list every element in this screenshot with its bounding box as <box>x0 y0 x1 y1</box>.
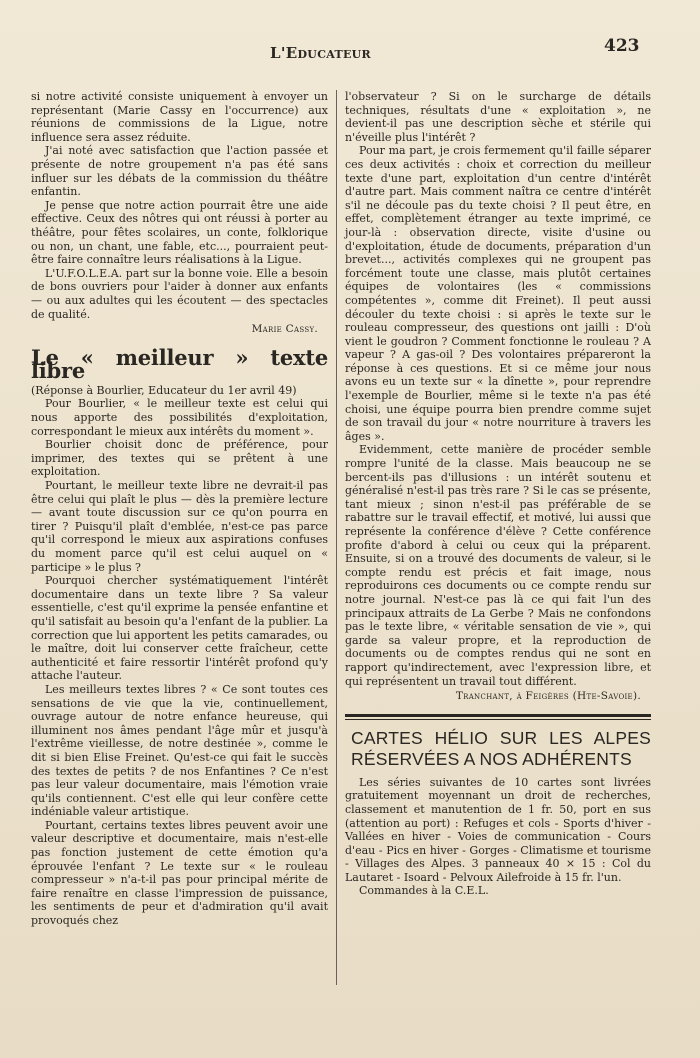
article-paragraph: l'observateur ? Si on le surcharge de détails techniques, résultats d'une « exploitation », ne devient-il pas une description sèche et stérile qui n'éveille plus l'intérêt ? <box>345 90 651 144</box>
intro-paragraph: L'U.F.O.L.E.A. part sur la bonne voie. Elle a besoin de bons ouvriers pour l'aider à donner aux enfants — ou aux adultes qui les écoutent — des spectacles de qualité. <box>31 266 328 321</box>
article-paragraph: Pour Bourlier, « le meilleur texte est celui qui nous apporte des possibilités d'exploitation, correspondant le mieux aux intérêts du moment ». <box>31 397 328 438</box>
article-paragraph: Les meilleurs textes libres ? « Ce sont toutes ces sensations de vie que la vie, continuellement, ouvrage autour de notre enfance heureuse, qui illuminent nos âmes pendant l'âge mûr et jusqu'à l'extrême vieillesse, de notre destinée », comme le dit si bien Elise Freinet. Qu'est-ce qui fait le succès des textes de petits ? de nos Enfantines ? Ce n'est pas leur valeur documentaire, mais l'émotion vraie qu'ils contiennent. C'est elle qui leur confère cette indéniable valeur artistique. <box>31 682 328 819</box>
column-divider <box>336 90 337 985</box>
cards-title: CARTES HÉLIO SUR LES ALPES RÉSERVÉES A NOS ADHÉRENTS <box>351 727 651 769</box>
article-paragraph: Pourtant, le meilleur texte libre ne devrait-il pas être celui qui plaît le plus — dès la première lecture — avant toute discussion sur ce qu'on pourra en tirer ? Puisqu'il plaît d'emblée, n'est-ce pas parce qu'il correspond le mieux aux aspirations confuses du moment parce qu'il est celui auquel on « participe » le plus ? <box>31 479 328 574</box>
section-rule <box>345 714 651 720</box>
article-title: Le « meilleur » texte libre <box>31 344 328 384</box>
page-number: 423 <box>604 36 640 56</box>
intro-paragraph: si notre activité consiste uniquement à envoyer un représentant (Marie Cassy en l'occurrence) aux réunions de commissions de la Ligue, notre influence sera assez réduite. <box>31 90 328 144</box>
cards-announcement <box>345 776 651 898</box>
intro-paragraph: J'ai noté avec satisfaction que l'action passée et présente de notre groupement n'a pas été sans influer sur les débats de la commission du théâtre enfantin. <box>31 144 328 199</box>
cards-paragraph: Les séries suivantes de 10 cartes sont livrées gratuitement moyennant un droit de recherches, classement et manutention de 1 fr. 50, port en sus (attention au port) : Refuges et cols - Sports d'hiver - Vallées en hiver - Voies de communication - Cours d'eau - Pics en hiver - Gorges - Climatisme et tourisme - Villages des Alpes. 3 panneaux 40 × 15 : Col du Lautaret - Isoard - Pelvoux Ailefroide à 15 fr. l'un. <box>345 775 651 884</box>
article-paragraph: Pourquoi chercher systématiquement l'intérêt documentaire dans un texte libre ? Sa valeur essentielle, c'est qu'il exprime la pensée enfantine et qu'il satisfait au besoin qu'a l'enfant de la publier. La correction que lui apportent les petits camarades, ou le maître, doit lui conserver cette fraîcheur, cette authenticité et faire ressortir l'intérêt profond qu'y attache l'auteur. <box>31 574 328 683</box>
article-subtitle: (Réponse à Bourlier, Educateur du 1er avril 49) <box>31 383 297 397</box>
intro-paragraph: Je pense que notre action pourrait être une aide effective. Ceux des nôtres qui ont réussi à porter au théâtre, pour fêtes scolaires, un conte, folklorique ou non, un chant, une fable, etc..., pourraient peut-être faire connaître leurs réalisations à la Ligue. <box>31 198 328 267</box>
article-paragraph: Bourlier choisit donc de préférence, pour imprimer, des textes qui se prêtent à une exploitation. <box>31 438 328 479</box>
journal-title: L'Educateur <box>270 44 371 62</box>
right-column <box>345 90 651 898</box>
article-signature: Tranchant, à Feigères (Hte-Savoie). <box>455 690 641 703</box>
cards-paragraph: Commandes à la C.E.L. <box>359 884 489 898</box>
left-column <box>31 90 328 928</box>
article-paragraph: Evidemment, cette manière de procéder semble rompre l'unité de la classe. Mais beaucoup ne se bercent-ils pas d'illusions : un intérêt soutenu et généralisé n'est-il pas très rare ? Si le cas se présente, tant mieux ; sinon n'est-il pas préférable de se rabattre sur le travail effectif, et motivé, lui aussi que représente la conférence d'élève ? Cette conférence profite d'abord à celui ou ceux qui la préparent. Ensuite, si on a trouvé des documents de valeur, si le compte rendu est précis et fait image, nous reproduirons ces documents ou ce compte rendu sur notre journal. N'est-ce pas là ce qui fait l'un des principaux attraits de La Gerbe ? Mais ne confondons pas le texte libre, « véritable sensation de vie », qui garde sa valeur propre, et la reproduction de documents ou de comptes rendus qui ne sont en rapport qu'indirectement, avec l'expression libre, et qui représentent un travail tout différent. <box>345 443 651 688</box>
article-paragraph: Pourtant, certains textes libres peuvent avoir une valeur descriptive et documentaire, mais n'est-elle pas fonction justement de cette émotion qu'a éprouvée l'enfant ? Le texte sur « le rouleau compresseur » n'a-t-il pas pour principal mérite de faire renaître en classe l'impression de puissance, les sentiments de peur et d'admiration qu'il avait provoqués chez <box>31 818 328 928</box>
article-paragraph: Pour ma part, je crois fermement qu'il faille séparer ces deux activités : choix et correction du meilleur texte d'une part, exploitation d'un centre d'intérêt d'autre part. Mais comment naîtra ce centre d'intérêt s'il ne découle pas du texte choisi ? Il peut être, en effet, complètement étranger au texte imprimé, ce jour-là : observation directe, visite d'usine ou d'exploitation, étude de documents, préparation d'un brevet..., activités complexes qui ne groupent pas forcément toute une classe, mais plutôt certaines équipes de volontaires (les « commissions compétentes », comme dit Freinet). Il peut aussi découler du texte choisi : si après le texte sur le rouleau compresseur, des questions ont jailli : D'où vient le goudron ? Comment fonctionne le rouleau ? A vapeur ? A gas-oil ? Des volontaires prépareront la réponse à ces questions. Et si ce même jour nous avons eu un texte sur « la dînette », pour reprendre l'exemple de Bourlier, même si le texte n'a pas été choisi, une équipe pourra bien prendre comme sujet de son travail du jour « notre nourriture à travers les âges ». <box>345 144 651 443</box>
intro-signature: Marie Cassy. <box>251 323 318 336</box>
